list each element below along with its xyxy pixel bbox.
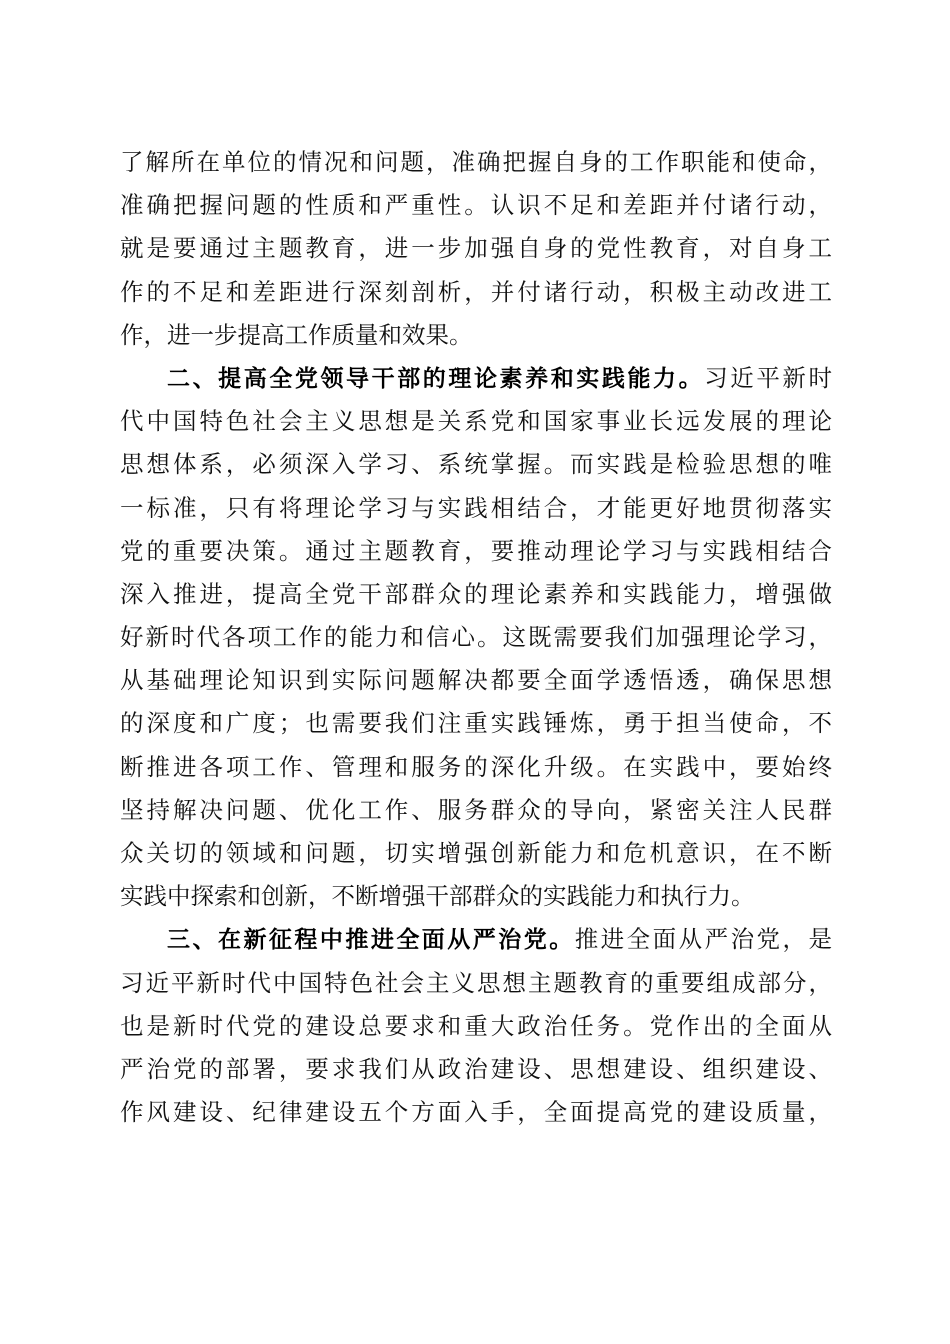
paragraph-line: 作风建设、纪律建设五个方面入手，全面提高党的建设质量， xyxy=(120,1098,832,1127)
paragraph-line: 习近平新时代中国特色社会主义思想主题教育的重要组成部分， xyxy=(120,968,832,997)
paragraph-text: 推进全面从严治党，是 xyxy=(574,925,833,954)
paragraph-line: 好新时代各项工作的能力和信心。这既需要我们加强理论学习， xyxy=(120,623,832,652)
paragraph-line: 就是要通过主题教育，进一步加强自身的党性教育，对自身工 xyxy=(120,234,832,263)
paragraph-line: 严治党的部署，要求我们从政治建设、思想建设、组织建设、 xyxy=(120,1054,832,1083)
section-heading-3: 三、在新征程中推进全面从严治党。 xyxy=(167,927,575,954)
document-page xyxy=(120,141,832,1134)
paragraph-line: 了解所在单位的情况和问题，准确把握自身的工作职能和使命， xyxy=(120,148,832,176)
paragraph-first-line xyxy=(120,357,832,400)
paragraph-line: 深入推进，提高全党干部群众的理论素养和实践能力，增强做 xyxy=(120,579,832,608)
paragraph-1 xyxy=(120,141,832,357)
paragraph-line: 代中国特色社会主义思想是关系党和国家事业长远发展的理论 xyxy=(120,407,832,436)
paragraph-line: 作的不足和差距进行深刻剖析，并付诸行动，积极主动改进工 xyxy=(120,277,832,306)
paragraph-line: 一标准，只有将理论学习与实践相结合，才能更好地贯彻落实 xyxy=(120,493,832,522)
paragraph-text: 习近平新时 xyxy=(704,363,833,392)
paragraph-line: 也是新时代党的建设总要求和重大政治任务。党作出的全面从 xyxy=(120,1011,832,1040)
paragraph-line: 作，进一步提高工作质量和效果。 xyxy=(120,320,473,349)
paragraph-line: 断推进各项工作、管理和服务的深化升级。在实践中，要始终 xyxy=(120,752,832,781)
paragraph-line: 坚持解决问题、优化工作、服务群众的导向，紧密关注人民群 xyxy=(120,795,832,824)
paragraph-2 xyxy=(120,357,832,918)
paragraph-3 xyxy=(120,918,832,1134)
paragraph-line: 实践中探索和创新，不断增强干部群众的实践能力和执行力。 xyxy=(120,882,755,911)
paragraph-line: 思想体系，必须深入学习、系统掌握。而实践是检验思想的唯 xyxy=(120,450,832,479)
paragraph-line: 的深度和广度；也需要我们注重实践锤炼，勇于担当使命，不 xyxy=(120,709,832,738)
section-heading-2: 二、提高全党领导干部的理论素养和实践能力。 xyxy=(167,365,705,392)
paragraph-line: 党的重要决策。通过主题教育，要推动理论学习与实践相结合 xyxy=(120,536,832,565)
paragraph-line: 从基础理论知识到实际问题解决都要全面学透悟透，确保思想 xyxy=(120,666,832,695)
paragraph-line: 众关切的领域和问题，切实增强创新能力和危机意识，在不断 xyxy=(120,839,832,867)
paragraph-first-line xyxy=(120,918,832,961)
paragraph-line: 准确把握问题的性质和严重性。认识不足和差距并付诸行动， xyxy=(120,191,832,220)
